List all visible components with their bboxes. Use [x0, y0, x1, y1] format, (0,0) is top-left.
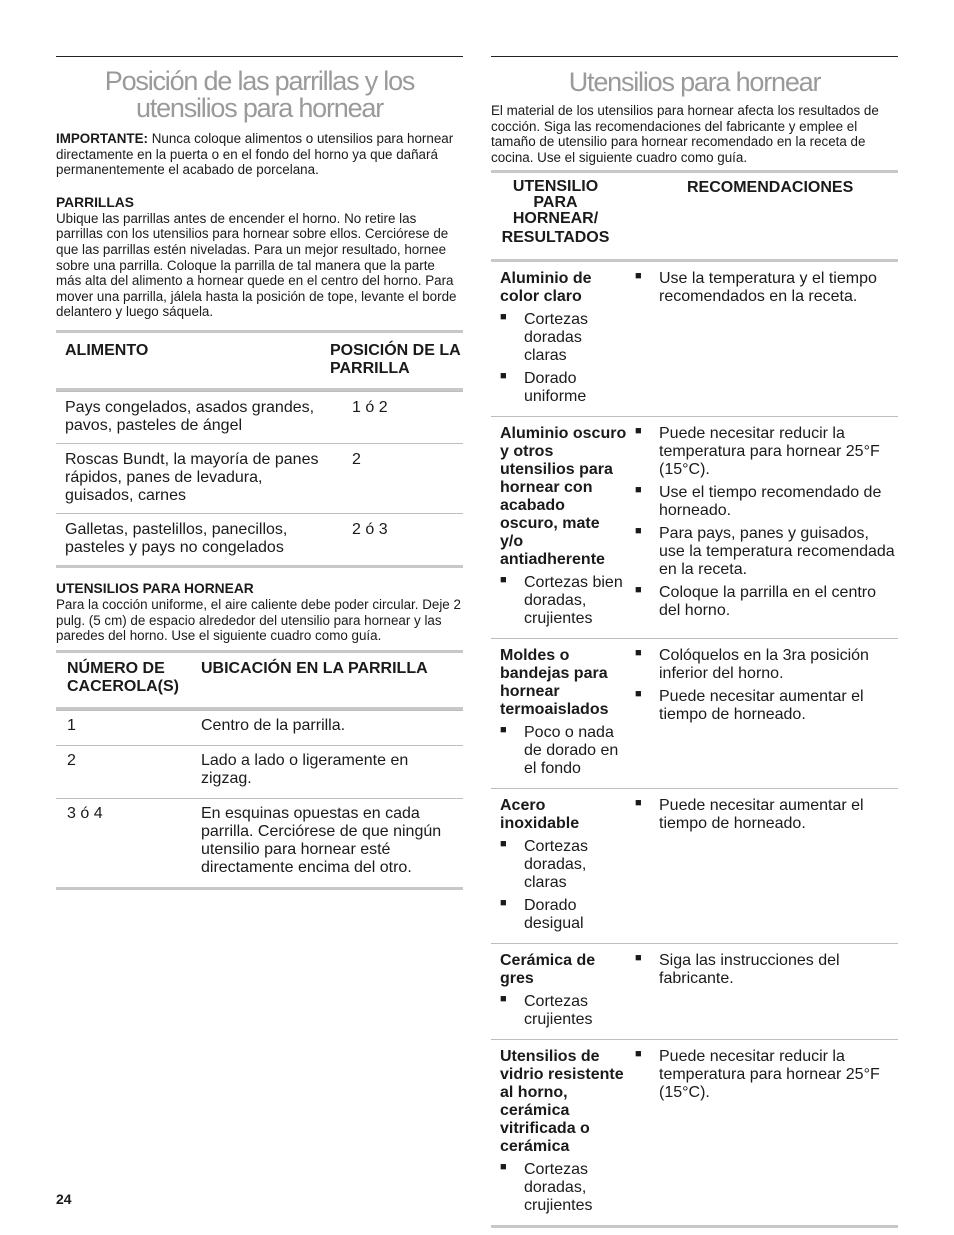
table-row	[56, 391, 463, 443]
pan-table-header	[56, 653, 463, 710]
important-label: IMPORTANTE:	[56, 131, 148, 146]
cookware-recommendations-cell	[627, 1048, 898, 1215]
pan-header-number: NÚMERO DE CACEROLA(S)	[67, 659, 179, 695]
list-item: ■ Colóquelos en la 3ra posición inferior del horno.	[635, 647, 898, 683]
cookware-material-name: Aluminio oscuro y otros utensilios para hornear con acabado oscuro, mate y/o antiadherente	[500, 425, 627, 569]
cookware-results-list	[500, 724, 627, 778]
cookware-results-list	[500, 311, 627, 406]
left-column	[56, 56, 463, 890]
cookware-recommendations-list	[635, 952, 898, 988]
cookware-table-header	[491, 173, 898, 262]
list-item: ■ Coloque la parrilla en el centro del horno.	[635, 584, 898, 620]
cookware-results-list	[500, 993, 627, 1029]
bakeware-text: Para la cocción uniforme, el aire caliente debe poder circular. Deje 2 pulg. (5 cm) de espacio alrededor del utensilio para hornear y las paredes del horno. Use el siguiente cuadro como guía.	[56, 596, 461, 644]
cookware-recommendations-cell	[627, 270, 898, 406]
list-item: ■ Cortezas bien doradas, crujientes	[500, 574, 627, 628]
cookware-material-cell	[491, 270, 627, 406]
important-note	[56, 131, 463, 178]
list-item: ■ Puede necesitar reducir la temperatura para hornear 25°F (15°C).	[635, 425, 898, 479]
list-item: ■ Cortezas doradas, claras	[500, 838, 627, 892]
list-item: ■ Cortezas doradas, crujientes	[500, 1161, 627, 1215]
pan-number-cell: 2	[67, 751, 76, 769]
pan-location-cell: En esquinas opuestas en cada parrilla. Cerciórese de que ningún utensilio para hornear esté directamente encima del otro.	[201, 804, 442, 876]
cookware-material-cell	[491, 952, 627, 1029]
rack-header-food: ALIMENTO	[65, 341, 149, 359]
cookware-recommendations-list	[635, 647, 898, 724]
rack-header-position: POSICIÓN DE LA PARRILLA	[330, 341, 461, 377]
table-row	[491, 262, 898, 416]
rack-food-cell: Roscas Bundt, la mayoría de panes rápidos, panes de levadura, guisados, carnes	[65, 450, 319, 504]
list-item: ■ Dorado uniforme	[500, 370, 627, 406]
cookware-header-utensil-line2: RESULTADOS	[501, 229, 610, 247]
table-row	[491, 1039, 898, 1225]
rack-position-cell: 1 ó 2	[352, 398, 388, 416]
pan-placement-table	[56, 650, 463, 890]
table-row	[491, 416, 898, 638]
list-item: ■ Poco o nada de dorado en el fondo	[500, 724, 627, 778]
cookware-header-utensil-line1: UTENSILIO PARA HORNEAR/	[512, 178, 599, 228]
pan-number-cell: 3 ó 4	[67, 804, 103, 822]
cookware-recommendations-list	[635, 797, 898, 833]
pan-location-cell: Lado a lado o ligeramente en zigzag.	[201, 751, 409, 787]
right-section-title: Utensilios para hornear	[568, 67, 821, 97]
cookware-recommendations-cell	[627, 647, 898, 778]
cookware-recommendations-cell	[627, 425, 898, 628]
racks-text: Ubique las parrillas antes de encender el horno. No retire las parrillas con los utensilios para hornear sobre ellos. Cerciórese de que las parrillas estén niveladas. Para un mejor resultado, hornee sobre una parrilla. Coloque la parrilla de tal manera que la parte más alta del alimento a hornear quede en el centro del horno. Para mover una parrilla, jálela hasta la posición de tope, levante el borde delantero y luego sáquela.	[56, 210, 457, 320]
rack-position-cell: 2 ó 3	[352, 520, 388, 538]
cookware-recommendations-list	[635, 1048, 898, 1102]
racks-heading: PARRILLAS	[56, 194, 134, 210]
cookware-material-name: Aluminio de color claro	[500, 270, 592, 306]
rack-position-table	[56, 330, 463, 568]
table-row	[56, 710, 463, 745]
cookware-material-name: Acero inoxidable	[500, 797, 580, 833]
cookware-material-cell	[491, 797, 627, 933]
cookware-material-name: Moldes o bandejas para hornear termoaislados	[500, 647, 609, 719]
cookware-material-cell	[491, 647, 627, 778]
cookware-results-list	[500, 1161, 627, 1215]
table-row	[56, 798, 463, 887]
table-row	[491, 788, 898, 943]
list-item: ■ Puede necesitar aumentar el tiempo de horneado.	[635, 688, 898, 724]
cookware-table	[491, 170, 898, 1228]
cookware-material-name: Utensilios de vidrio resistente al horno, cerámica vitrificada o cerámica	[500, 1048, 624, 1156]
table-row	[491, 943, 898, 1039]
cookware-recommendations-cell	[627, 952, 898, 1029]
table-row	[56, 443, 463, 513]
right-top-rule	[491, 56, 898, 57]
list-item: ■ Cortezas doradas claras	[500, 311, 627, 365]
list-item: ■ Siga las instrucciones del fabricante.	[635, 952, 898, 988]
cookware-intro: El material de los utensilios para hornear afecta los resultados de cocción. Siga las recomendaciones del fabricante y emplee el tamaño de utensilio para hornear recomendado en la receta de cocina. Use el siguiente cuadro como guía.	[491, 103, 879, 165]
list-item: ■ Puede necesitar reducir la temperatura para hornear 25°F (15°C).	[635, 1048, 898, 1102]
cookware-material-cell	[491, 1048, 627, 1215]
pan-number-cell: 1	[67, 716, 76, 734]
right-column	[491, 56, 898, 1228]
list-item: ■ Cortezas crujientes	[500, 993, 627, 1029]
table-row	[56, 513, 463, 565]
list-item: ■ Use el tiempo recomendado de horneado.	[635, 484, 898, 520]
rack-table-header	[56, 333, 463, 391]
cookware-material-name: Cerámica de gres	[500, 952, 596, 988]
cookware-recommendations-list	[635, 270, 898, 306]
cookware-results-list	[500, 574, 627, 628]
cookware-header-recommendations: RECOMENDACIONES	[687, 179, 854, 197]
cookware-table-body	[491, 262, 898, 1225]
table-row	[491, 638, 898, 788]
list-item: ■ Puede necesitar aumentar el tiempo de horneado.	[635, 797, 898, 833]
pan-header-location: UBICACIÓN EN LA PARRILLA	[201, 659, 428, 677]
cookware-recommendations-cell	[627, 797, 898, 933]
left-section-title: Posición de las parrillas y los utensilios para hornear	[104, 66, 415, 123]
rack-position-cell: 2	[352, 450, 361, 468]
list-item: ■ Dorado desigual	[500, 897, 627, 933]
rack-food-cell: Galletas, pastelillos, panecillos, pasteles y pays no congelados	[65, 520, 288, 556]
left-top-rule	[56, 56, 463, 57]
page-number: 24	[56, 1191, 72, 1207]
cookware-recommendations-list	[635, 425, 898, 620]
bakeware-heading: UTENSILIOS PARA HORNEAR	[56, 580, 254, 596]
cookware-material-cell	[491, 425, 627, 628]
list-item: ■ Para pays, panes y guisados, use la temperatura recomendada en la receta.	[635, 525, 898, 579]
list-item: ■ Use la temperatura y el tiempo recomendados en la receta.	[635, 270, 898, 306]
important-text: Nunca coloque alimentos o utensilios para hornear directamente en la puerta o en el fondo del horno ya que dañará permanentemente el acabado de porcelana.	[56, 131, 454, 178]
cookware-results-list	[500, 838, 627, 933]
rack-food-cell: Pays congelados, asados grandes, pavos, pasteles de ángel	[65, 398, 315, 434]
cookware-header-utensil	[491, 179, 627, 249]
table-row	[56, 745, 463, 798]
pan-location-cell: Centro de la parrilla.	[201, 716, 346, 734]
